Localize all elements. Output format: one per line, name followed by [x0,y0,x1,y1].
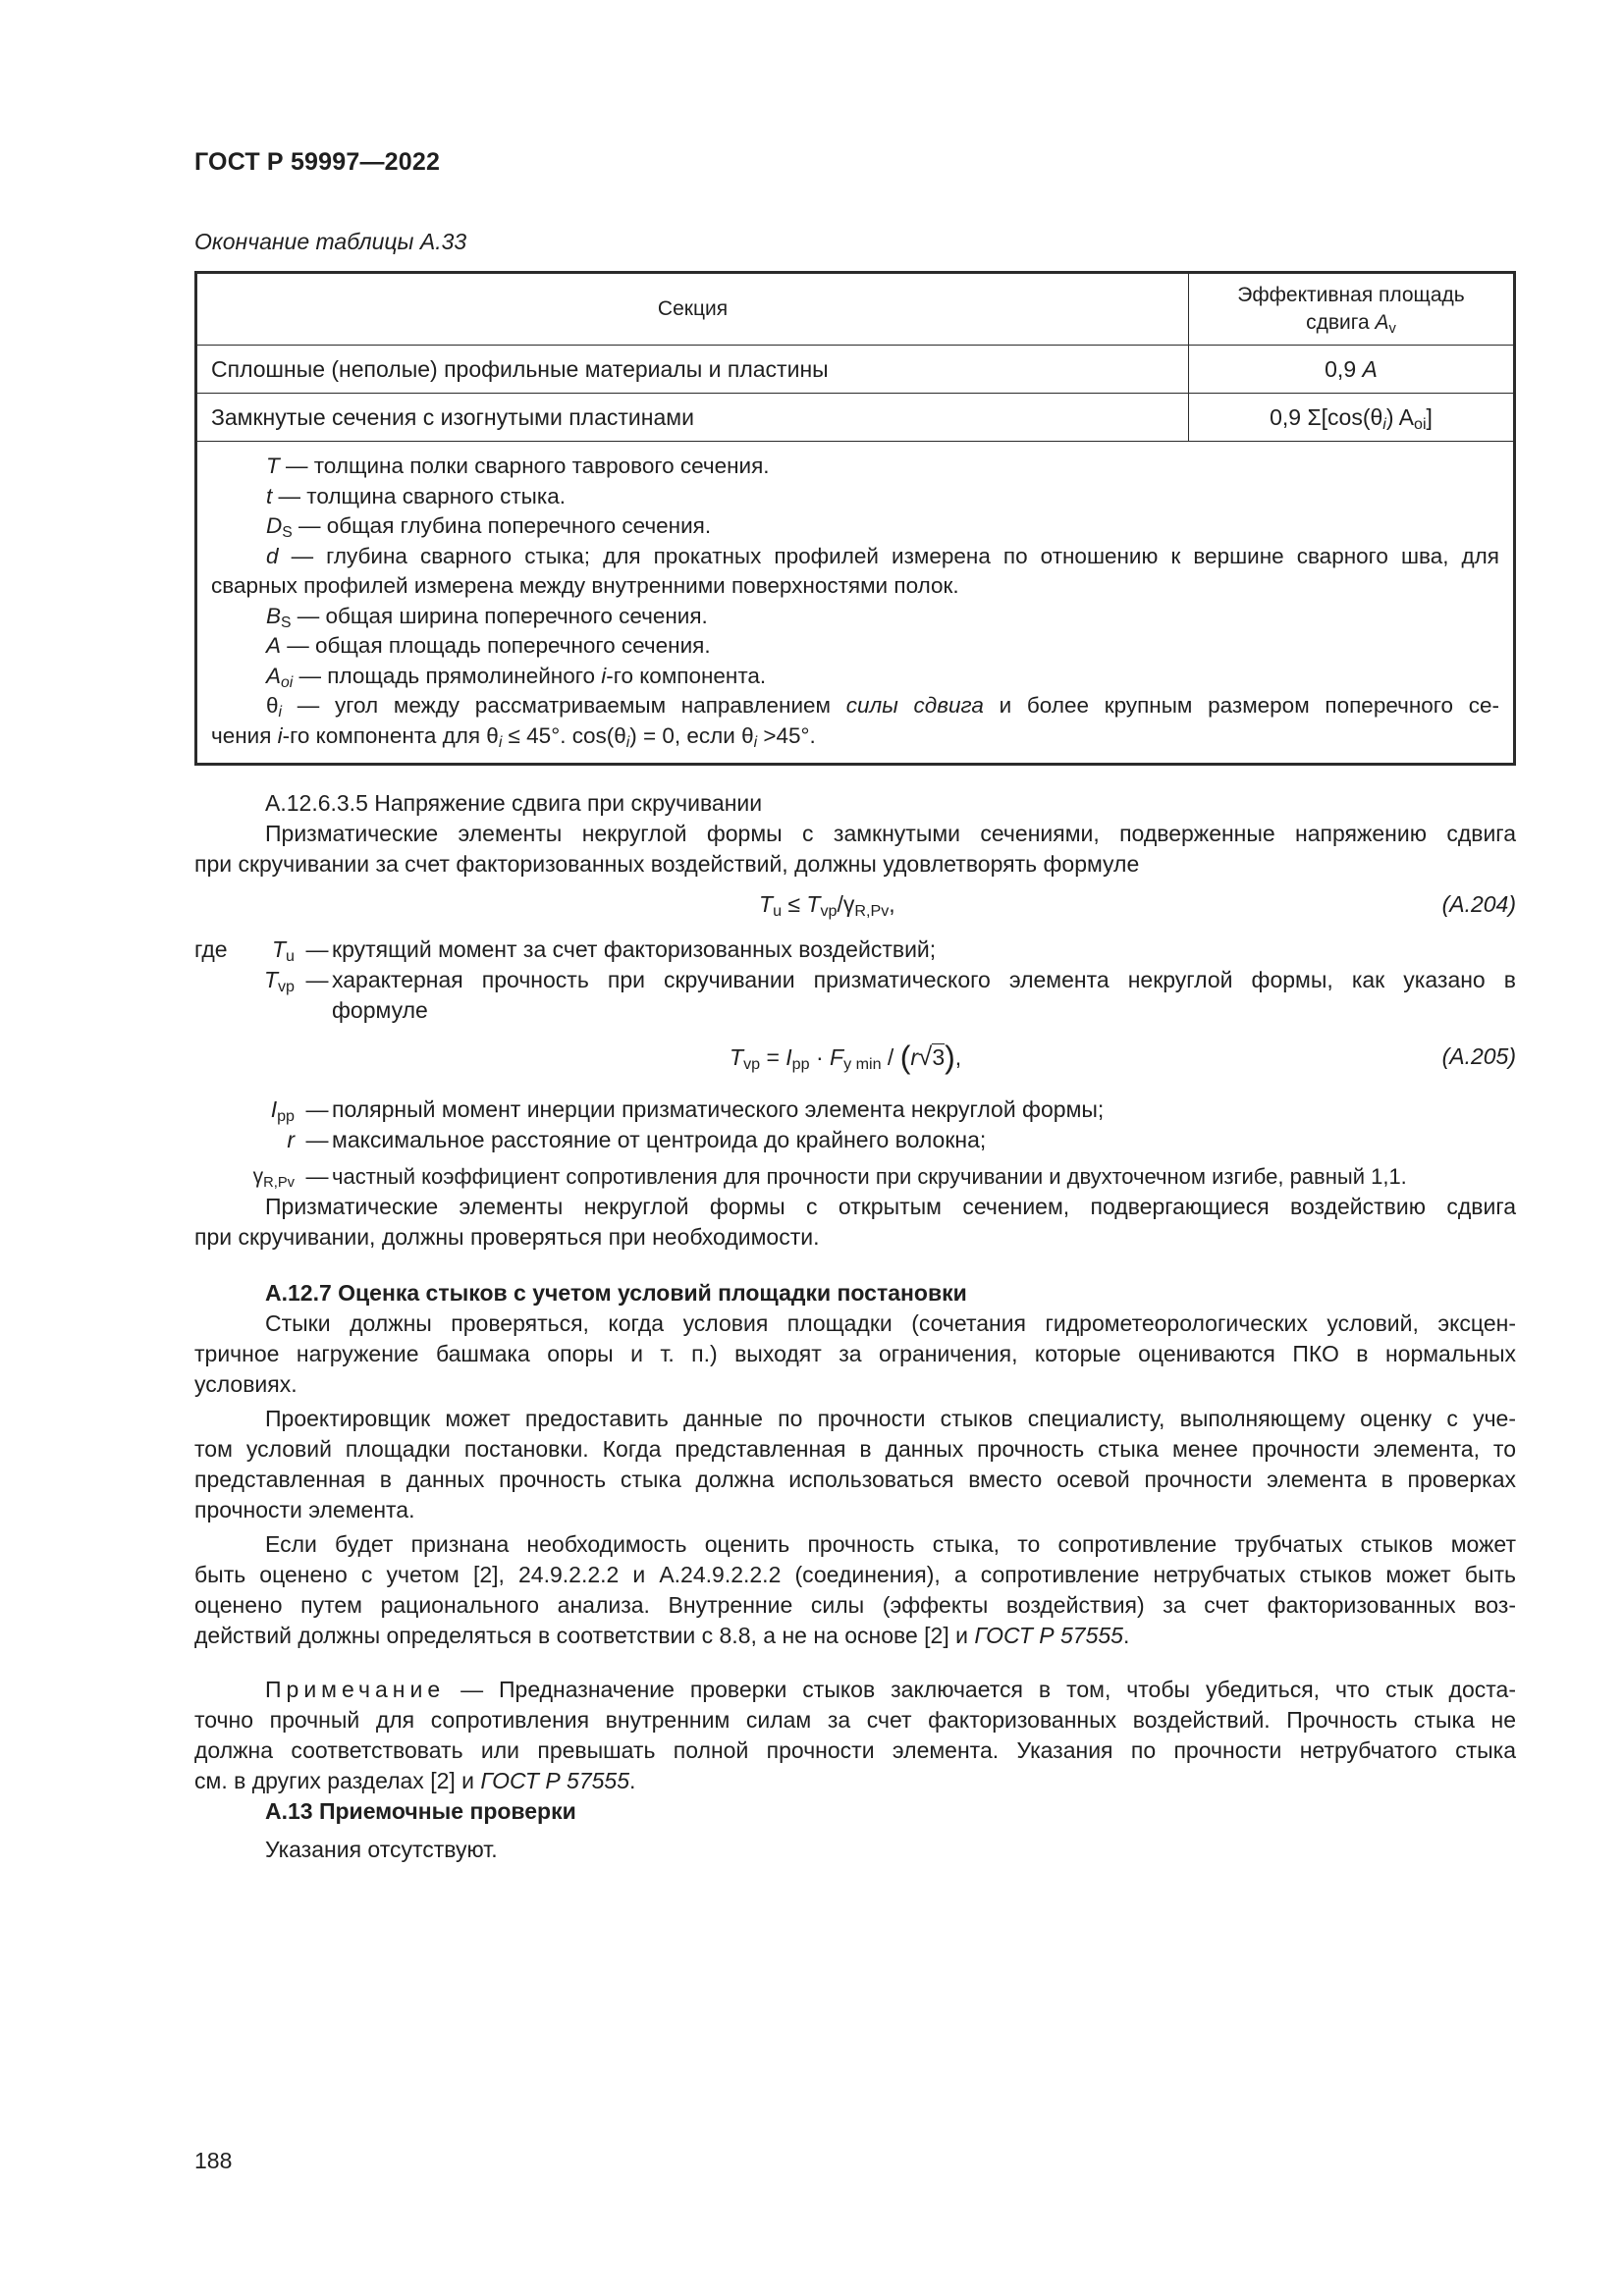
formula-a204 [194,889,1516,929]
section-a127 [194,1278,1516,1796]
formula-expression: $T_{vp} = I_{pp} \cdot F_{y min} / (r√3)$, [730,1040,962,1075]
paragraph-line: действий должны определяться в соответствии с 8.8, а не на основе [2] и ГОСТ Р 57555. [194,1623,1130,1648]
paragraph-line: тричное нагружение башмака опоры и т. п.) выходят за ограничения, которые оцениваются ПКО в нормальных [194,1341,1516,1366]
table-caption: Окончание таблицы А.33 [194,229,467,254]
note-line: $B_S$ — общая ширина поперечного сечения. [266,603,708,631]
paragraph-line: Призматические элементы некруглой формы с замкнутыми сечениями, подверженные напряжению сдвига [265,821,1516,846]
paragraph-line: прочности элемента. [194,1497,415,1522]
table-row [196,394,1515,442]
note-line: точно прочный для сопротивления внутренним силам за счет факторизованных воздействий. Прочность стыка не [194,1707,1516,1733]
document-page [194,0,1516,2296]
section-a12635 [194,788,1516,1253]
note-line: A — общая площадь поперечного сечения. [266,633,711,658]
note-line: $D_S$ — общая глубина поперечного сечения. [266,513,712,541]
document-title: ГОСТ Р 59997—2022 [194,148,441,176]
note-line: $A_{oi}$ — площадь прямолинейного i-го компонента. [266,663,767,691]
note-label: Примечание [265,1677,446,1702]
where-label: где [194,936,228,962]
section-heading: А.12.7 Оценка стыков с учетом условий площадки постановки [265,1280,967,1306]
note-line: $\theta_i$ — угол между рассматриваемым направлением силы сдвига и более крупным размером поперечного се- [266,693,1499,721]
table-a33 [194,271,1516,766]
paragraph-line: условиях. [194,1371,298,1397]
paragraph-line: том условий площадки постановки. Когда представленная в данных прочность стыка менее прочности элемента, то [194,1436,1516,1462]
paragraph-line: представленная в данных прочность стыка должна использоваться вместо осевой прочности элемента в проверках [194,1467,1516,1492]
table-cell-value: 0,9 $\Sigma[\cos(\theta_i)$ $A_{oi}$] [1189,394,1515,442]
formula-a205 [194,1041,1516,1085]
page-number: 188 [194,2148,233,2173]
note-line: сварных профилей измерена между внутренними поверхностями полок. [211,573,959,598]
table-header-row [196,273,1515,346]
definition-row: где $T_u$ — крутящий момент за счет факторизованных воздействий; [194,936,937,965]
note-line: см. в других разделах [2] и ГОСТ Р 57555. [194,1768,636,1793]
formula-expression: $T_u \le T_{vp}/\gamma_{R,Pv}$, [759,891,895,920]
paragraph-line: Проектировщик может предоставить данные по прочности стыков специалисту, выполняющему оценку с уче- [265,1406,1516,1431]
paragraph-line: оценено путем рационального анализа. Внутренние силы (эффекты воздействия) за счет факторизованных воз- [194,1592,1516,1618]
table-cell-section: Сплошные (неполые) профильные материалы и пластины [196,346,1189,394]
gost-reference: ГОСТ Р 57555 [974,1623,1123,1648]
section-a13 [194,1796,1516,1865]
table-cell-value: 0,9 A [1189,346,1515,394]
paragraph-line: Если будет признана необходимость оценить прочность стыка, то сопротивление трубчатых стыков может [265,1531,1516,1557]
table-cell-section: Замкнутые сечения с изогнутыми пластинами [196,394,1189,442]
paragraph-line: при скручивании, должны проверяться при необходимости. [194,1224,820,1250]
table-notes [196,442,1515,765]
paragraph-line: Стыки должны проверяться, когда условия площадки (сочетания гидрометеорологических условий, эксцен- [265,1310,1516,1336]
note-line: d — глубина сварного стыка; для прокатных профилей измерена по отношению к вершине сварного шва, для [266,543,1499,568]
note-line: должна соответствовать или превышать полной прочности элемента. Указания по прочности нетрубчатого стыка [194,1737,1516,1763]
definition-row: $T_{vp}$ — характерная прочность при скручивании призматического элемента некруглой формы, как указано в формуле [263,967,1516,1023]
formula-number: (A.204) [1441,891,1516,917]
paragraph-line: при скручивании за счет факторизованных воздействий, должны удовлетворять формуле [194,851,1140,877]
gost-reference: ГОСТ Р 57555 [480,1768,630,1793]
header-section: Секция [196,273,1189,346]
formula-number: (A.205) [1441,1043,1516,1069]
table-notes-row [196,442,1515,765]
note-line: t — толщина сварного стыка. [266,483,566,508]
note-line: чения i-го компонента для $\theta_i \le 45^\circ$. $\cos(\theta_i) = 0$, если $\theta_i >45^\circ$. [211,722,816,751]
note-line: Примечание — Предназначение проверки стыков заключается в том, чтобы убедиться, что стык доста- [265,1677,1516,1702]
header-effective-area: Эффективная площадь сдвига $A_v$ [1189,273,1515,346]
section-heading: А.12.6.3.5 Напряжение сдвига при скручивании [265,790,763,816]
section-heading: А.13 Приемочные проверки [265,1798,576,1824]
paragraph-line: Указания отсутствуют. [265,1837,498,1862]
definition-row: r — максимальное расстояние от центроида до крайнего волокна; [287,1127,987,1152]
definition-row: $\gamma_{R,Pv}$ — частный коэффициент сопротивления для прочности при скручивании и двухточечном изгибе, равный 1,1. [252,1163,1407,1191]
note-line: T — толщина полки сварного таврового сечения. [266,454,770,478]
table-row [196,346,1515,394]
paragraph-line: быть оценено с учетом [2], 24.9.2.2.2 и A.24.9.2.2.2 (соединения), а сопротивление нетрубчатых стыков может быть [194,1562,1516,1587]
paragraph-line: Призматические элементы некруглой формы с открытым сечением, подвергающиеся воздействию сдвига [265,1194,1516,1219]
definition-row: $I_{pp}$ — полярный момент инерции призматического элемента некруглой формы; [270,1096,1105,1125]
